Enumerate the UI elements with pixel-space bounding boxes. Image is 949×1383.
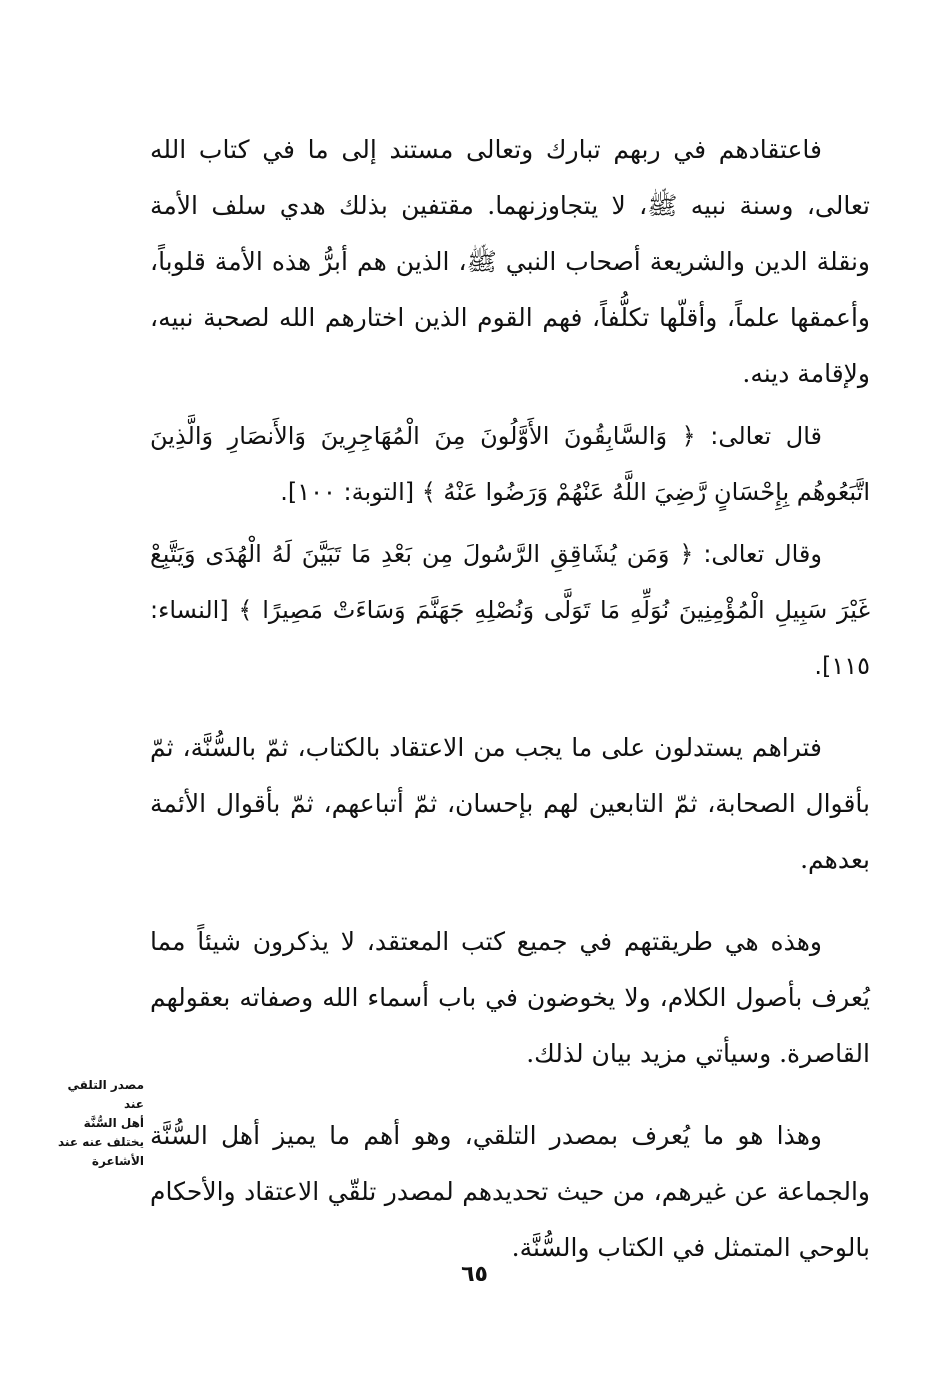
margin-note-line-1: مصدر التلقي عند [67,1078,144,1111]
paragraph-3-quran-nisa: وقال تعالى: ﴿ وَمَن يُشَاقِقِ الرَّسُولَ مِن بَعْدِ مَا تَبَيَّنَ لَهُ الْهُدَى وَيَتَّبِعْ غَيْرَ سَبِيلِ الْمُؤْمِنِينَ نُوَلِّهِ مَا تَوَلَّى وَنُصْلِهِ جَهَنَّمَ وَسَاءَتْ مَصِيرًا ﴾ [النساء: ١١٥]. [150,540,870,680]
paragraph-6: وهذا هو ما يُعرف بمصدر التلقي، وهو أهم ما يميز أهل السُّنَّة والجماعة عن غيرهم، من حيث تحديدهم لمصدر تلقّي الاعتقاد والأحكام بالوحي المتمثل في الكتاب والسُّنَّة. [150,1121,870,1262]
paragraph-5: وهذه هي طريقتهم في جميع كتب المعتقد، لا يذكرون شيئاً مما يُعرف بأصول الكلام، ولا يخوضون في باب أسماء الله وصفاته بعقولهم القاصرة. وسيأتي مزيد بيان لذلك. [150,927,870,1068]
paragraph-2-quran-tawbah: قال تعالى: ﴿ وَالسَّابِقُونَ الأَوَّلُونَ مِنَ الْمُهَاجِرِينَ وَالأَنصَارِ وَالَّذِينَ اتَّبَعُوهُم بِإِحْسَانٍ رَّضِيَ اللَّهُ عَنْهُمْ وَرَضُوا عَنْهُ ﴾ [التوبة: ١٠٠]. [150,422,870,506]
page-number: ٦٥ [461,1262,488,1287]
margin-note-line-3: يختلف عنه عند [58,1135,144,1149]
margin-note [52,1076,144,1171]
margin-note-line-2: أهل السُّنَّة [83,1116,144,1130]
main-text [150,122,870,1276]
paragraph-1: فاعتقادهم في ربهم تبارك وتعالى مستند إلى ما في كتاب الله تعالى، وسنة نبيه ﷺ، لا يتجاوزنهما. مقتفين بذلك هدي سلف الأمة ونقلة الدين والشريعة أصحاب النبي ﷺ، الذين هم أبرُّ هذه الأمة قلوباً، وأعمقها علماً، وأقلّها تكلُّفاً، فهم القوم الذين اختارهم الله لصحبة نبيه، ولإقامة دينه. [150,135,871,388]
paragraph-4: فتراهم يستدلون على ما يجب من الاعتقاد بالكتاب، ثمّ بالسُّنَّة، ثمّ بأقوال الصحابة، ثمّ التابعين لهم بإحسان، ثمّ أتباعهم، ثمّ بأقوال الأئمة بعدهم. [150,733,870,874]
margin-note-line-4: الأشاعرة [91,1154,144,1168]
